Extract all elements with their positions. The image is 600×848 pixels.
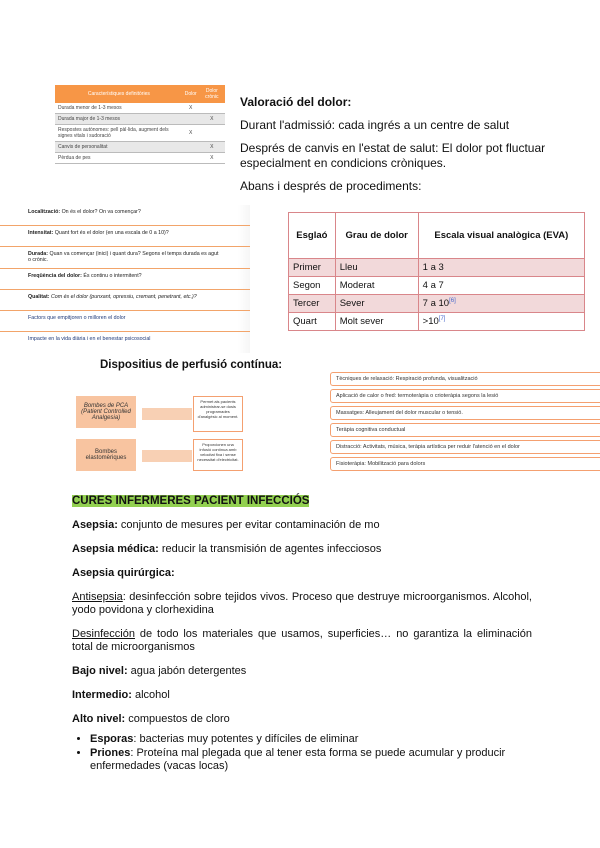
non-pharmacological-list — [330, 372, 600, 474]
pca-pump-box: Bombes de PCA (Patient Controlled Analgesia) — [76, 396, 136, 428]
list-item: Tècniques de relaxació: Respiració profunda, visualització — [330, 372, 600, 386]
cell: Respostes autònomes: pell pàl·lida, augment dels signes vitals i sudoració — [55, 125, 183, 142]
paragraph: Intermedio: alcohol — [72, 689, 170, 701]
paragraph: Asepsia: conjunto de mesures per evitar contaminación de mo — [72, 519, 380, 531]
table-row: Primer Lleu 1 a 3 — [289, 259, 585, 277]
list-item: Factors que empitjoren o milloren el dolor — [0, 311, 250, 332]
list-item: • Esporas: bacterias muy potentes y difíciles de eliminar — [90, 733, 532, 746]
cell — [183, 142, 199, 153]
cell: Durada menor de 1-3 mesos — [55, 103, 183, 114]
list-item: Teràpia cognitiva conductual — [330, 423, 600, 437]
list-item: Freqüència del dolor: És continu o intermitent? — [0, 269, 250, 290]
header: Grau de dolor — [335, 213, 418, 259]
cell: Pèrdua de pes — [55, 153, 183, 164]
list-item: Fisioteràpia: Mobilització para dolors — [330, 457, 600, 471]
cell: X — [199, 142, 225, 153]
table-row: Segon Moderat 4 a 7 — [289, 277, 585, 295]
assessment-list — [0, 205, 250, 353]
cell: X — [199, 153, 225, 164]
paragraph: Després de canvis en l'estat de salut: El dolor pot fluctuar especialment en condicions cròniques. — [240, 141, 546, 170]
paragraph: Alto nivel: compuestos de cloro — [72, 713, 230, 725]
paragraph: Durant l'admissió: cada ingrés a un centre de salut — [240, 118, 510, 132]
list-item: Distracció: Activitats, música, teràpia artística per reduir l'atenció en el dolor — [330, 440, 600, 454]
pca-description: Permet als pacients administrar-se dosis programades d'analgèsic al moment. — [193, 396, 243, 432]
reference-link[interactable]: [6] — [449, 298, 456, 304]
table-row — [55, 142, 225, 153]
paragraph: Bajo nivel: agua jabón detergentes — [72, 665, 247, 677]
cell: X — [183, 125, 199, 142]
cell: X — [183, 103, 199, 114]
list-item: Localització: On és el dolor? On va començar? — [0, 205, 250, 226]
header: Dolor crònic — [199, 85, 225, 103]
header: Dolor — [183, 85, 199, 103]
list-item: • Priones: Proteína mal plegada que al tener esta forma se puede acumular y producir enfermedades (vacas locas) — [90, 747, 532, 773]
arrow-icon — [142, 408, 192, 420]
list-item: Qualitat: Com és el dolor (punxant, opressiu, cremant, penetrant, etc.)? — [0, 290, 250, 311]
cell: X — [199, 114, 225, 125]
section-title: Dispositius de perfusió contínua: — [100, 359, 283, 371]
header: Escala visual analògica (EVA) — [418, 213, 584, 259]
bullet-list — [90, 733, 532, 773]
cell: Canvis de personalitat — [55, 142, 183, 153]
cell — [199, 103, 225, 114]
table-row — [55, 114, 225, 125]
paragraph: Desinfección de todo los materiales que usamos, superficies… no garantiza la eliminación total de microorganismos — [72, 628, 532, 653]
cell: Durada major de 1-3 mesos — [55, 114, 183, 125]
list-item: Aplicació de calor o fred: termoteràpia o crioteràpia segons la lesió — [330, 389, 600, 403]
list-item: Durada: Quan va començar (inici) i quant dura? Segons el temps durada es agut o crònic. — [0, 247, 250, 269]
paragraph: Asepsia médica: reducir la transmisión de agentes infecciosos — [72, 543, 382, 555]
header: Característiques definitòries — [55, 85, 183, 103]
table-row — [55, 103, 225, 114]
paragraph: Abans i després de procediments: — [240, 179, 422, 193]
table-row — [55, 153, 225, 164]
table-row: Quart Molt sever >10[7] — [289, 313, 585, 331]
elastomeric-pump-box: Bombes elastomèriques — [76, 439, 136, 471]
infection-care-section — [72, 495, 532, 774]
paragraph: Asepsia quirúrgica: — [72, 567, 175, 579]
section-heading: CURES INFERMERES PACIENT INFECCIÓS — [72, 495, 310, 507]
arrow-icon — [142, 450, 192, 462]
section-title: Valoració del dolor: — [240, 95, 352, 109]
table-row — [55, 125, 225, 142]
pain-scale-table — [288, 212, 585, 331]
list-item: Intensitat: Quant fort és el dolor (en una escala de 0 a 10)? — [0, 226, 250, 247]
list-item: Impacte en la vida diària i en el benestar psicosocial — [28, 336, 151, 342]
cell — [199, 125, 225, 142]
header: Esglaó — [289, 213, 336, 259]
elastomeric-description: Proporcionen una infusió contínua amb velocitat fixa i sense necessitat d'electricitat. — [193, 439, 243, 471]
paragraph: Antisepsia: desinfección sobre tejidos vivos. Proceso que destruye microorganismos. Alcohol, yodo povidona y clorhexidina — [72, 591, 532, 616]
reference-link[interactable]: [7] — [438, 316, 446, 323]
pain-assessment-text — [240, 95, 585, 202]
cell — [183, 114, 199, 125]
list-item: Massatges: Alleujament del dolor muscular o tensió. — [330, 406, 600, 420]
cell — [183, 153, 199, 164]
pain-characteristics-table — [55, 85, 225, 164]
table-row: Tercer Sever 7 a 10[6] — [289, 295, 585, 313]
